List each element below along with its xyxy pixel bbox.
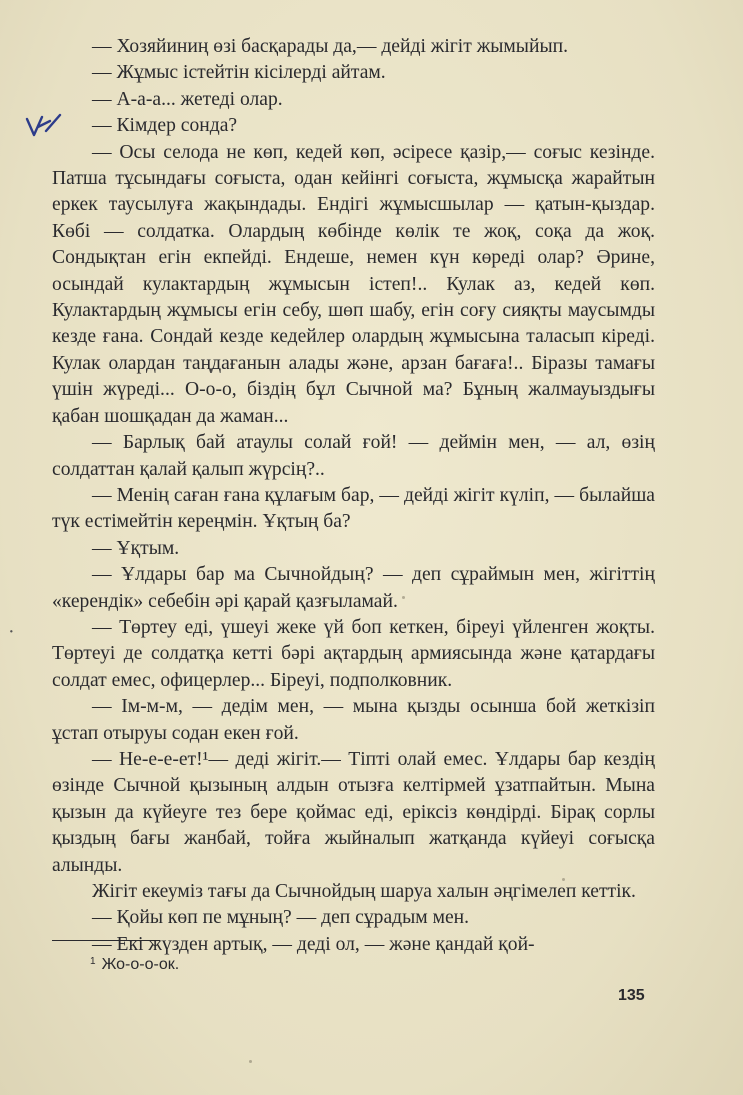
paragraph-3: — А-а-а... жетеді олар. [92,88,283,110]
footnote-marker: 1 [90,956,96,967]
paragraph-1: — Хозяйиниң өзі басқарады да,— дейді жігіт жымыйып. [92,36,569,57]
paragraph-12: — Не-е-е-ет!¹— деді жігіт.— Тіпті олай емес. Ұлдары бар кездің өзінде Сычной қызының алдын отызға келтірмей ұзатпайтын. Мына қызын да күйеуге тез бере қоймас еді, еріксіз көндірді. Бірақ сорлы қыздың бағы жанбай, тойға жыйналып жатқанда күйеуі соғысқа алынды. [52,748,655,876]
body-text [52,34,655,958]
footnote-text: Жо-о-о-ок. [101,956,180,973]
page-number: 135 [618,987,645,1004]
paragraph-4: — Кімдер сонда? [92,115,238,137]
footnote-divider [52,940,160,941]
paragraph-11: — Ім-м-м, — дедім мен, — мына қызды осынша бой жеткізіп ұстап отыруы содан екен ғой. [52,696,655,744]
paragraph-2: — Жұмыс істейтін кісілерді айтам. [92,62,386,84]
paragraph-5: — Осы селода не көп, кедей көп, әсіресе қазір,— соғыс кезінде. Патша тұсындағы соғыста, одан кейінгі соғыста, жұмысқа жарайтын еркек таусылуға жақындады. Ендігі жұмысшылар — қатын-қыздар. Көбі — солдатка. Олардың көбінде көлік те жоқ, соқа да жоқ. Сондықтан егін екпейді. Ендеше, немен күн көреді олар? Әрине, осындай кулактардың жұмысын істеп!.. Кулак аз, кедей көп. Кулактардың жұмысы егін себу, шөп шабу, егін соғу сияқты маусымды кезде ғана. Сондай кезде кедейлер олардың жұмысына таласып кіреді. Кулак олардан таңдағанын алады және, арзан бағаға!.. Біразы тамағы үшін жүреді... О-о-о, біздің бұл Сычной ма? Бұның жалмауыздығы қабан шошқадан да жаман... [52,141,655,427]
margin-dot: · [8,621,15,643]
paragraph-7: — Менің саған ғана құлағым бар, — дейді жігіт күліп, — былайша түк естімейтін кереңмін. Ұқтың ба? [52,484,655,533]
paragraph-10: — Төртеу еді, үшеуі жеке үй боп кеткен, біреуі үйленген жоқты. Төртеуі де солдатқа кетті бәрі ақтардың армиясында және қатардағы солдат емес, офицерлер... Біреуі, подполковник. [52,616,655,691]
handwritten-check-mark-icon [24,111,64,139]
paragraph-13: Жігіт екеуміз тағы да Сычнойдың шаруа халын әңгімелеп кеттік. [92,881,636,902]
paper-speck [249,1060,252,1063]
paragraph-6: — Барлық бай атаулы солай ғой! — деймін мен, — ал, өзің солдаттан қалай қалып жүрсің?.. [52,432,655,480]
paper-speck [562,878,565,881]
paragraph-4-with-mark [52,113,655,139]
paper-speck [402,596,405,599]
footnote [90,956,179,974]
paragraph-14: — Қойы көп пе мұның? — деп сұрадым мен. [92,907,470,929]
paragraph-8: — Ұқтым. [92,537,180,559]
paragraph-15: — Екі жүзден артық, — деді ол, — және қандай қой- [92,933,535,955]
paragraph-9: — Ұлдары бар ма Сычнойдың? — деп сұраймын мен, жігіттің «керендік» себебін әрі қарай қазғыламай. [52,564,655,612]
